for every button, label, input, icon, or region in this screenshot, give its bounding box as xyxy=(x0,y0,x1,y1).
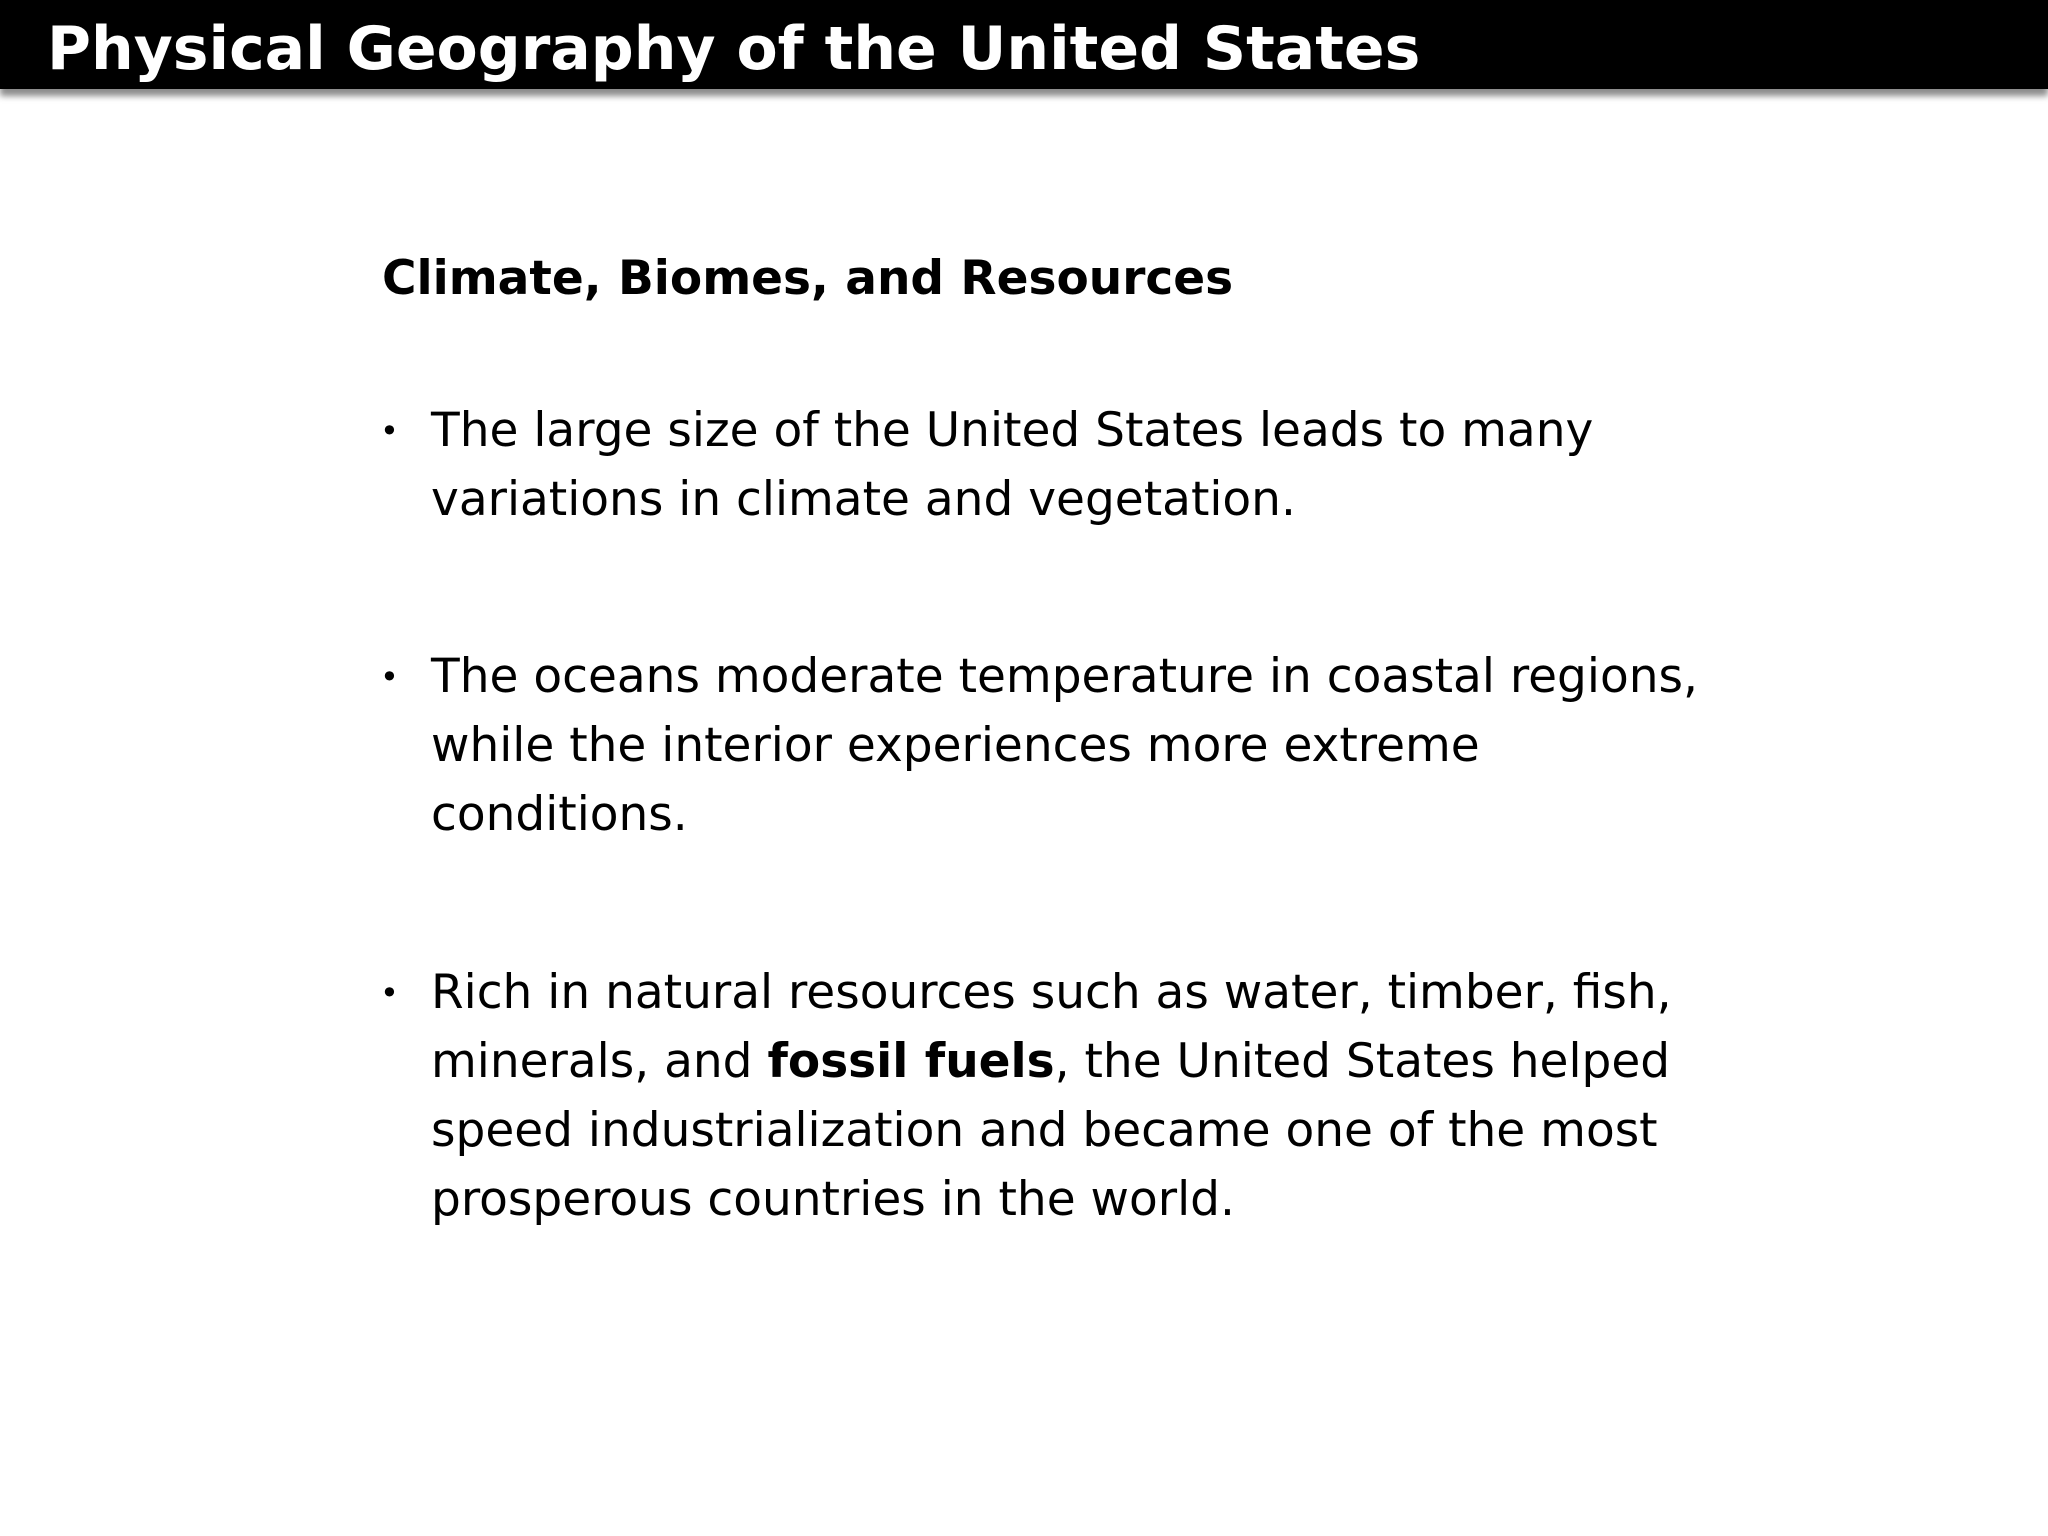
slide-title: Physical Geography of the United States xyxy=(47,14,1421,84)
bullet-item xyxy=(380,396,1700,534)
bullet-text-part: Rich in natural resources such as water, timber, fish, minerals, and xyxy=(431,965,1672,1089)
bullet-text: The oceans moderate temperature in coastal regions, while the interior experiences more extreme conditions. xyxy=(431,649,1698,842)
bullet-marker: • xyxy=(380,974,399,1012)
bullet-item xyxy=(380,958,1700,1234)
title-bar xyxy=(0,0,2048,89)
bullet-text-part: , the United States helped speed industrialization and became one of the most prosperous countries in the world. xyxy=(431,1034,1671,1227)
bullet-text: The large size of the United States leads to many variations in climate and vegetation. xyxy=(431,403,1594,527)
bullet-text xyxy=(431,958,1701,1234)
bullet-text-emphasis: fossil fuels xyxy=(767,1034,1055,1089)
slide-content xyxy=(380,248,1700,1227)
slide-subtitle: Climate, Biomes, and Resources xyxy=(382,251,1234,306)
bullet-marker: • xyxy=(380,658,399,696)
bullet-item xyxy=(380,642,1700,849)
bullet-marker: • xyxy=(380,412,399,450)
